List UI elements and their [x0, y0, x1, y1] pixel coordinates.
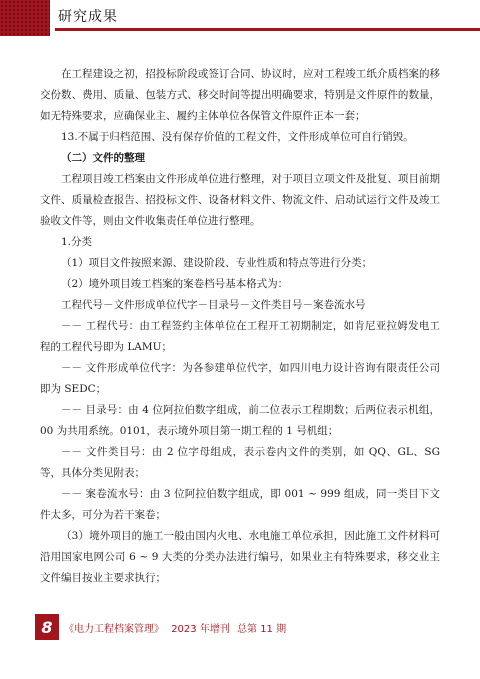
paragraph: （1）项目文件按照来源、建设阶段、专业性质和特点等进行分类；: [61, 257, 373, 269]
section-title: 研究成果: [58, 9, 118, 25]
total-issue: 总第 11 期: [237, 624, 287, 635]
paragraph: －－ 案卷流水号：由 3 位阿拉伯数字组成，即 001 ~ 999 组成，同一类目下文件太多，可分为若干案卷；: [40, 488, 440, 521]
footer-journal-info: [64, 620, 290, 635]
paragraph: 在工程建设之初，招投标阶段或签订合同、协议时，应对工程竣工纸介质档案的移交份数、费用、质量、包装方式、移交时间等提出明确要求，特别是文件原件的数量，如无特殊要求，应确保业主、履约主体单位各保管文件原件正本一套；: [40, 68, 440, 122]
page-number: 8: [35, 614, 59, 640]
paragraph: －－ 工程代号：由工程签约主体单位在工程开工初期制定，如肯尼亚拉姆发电工程的工程代号即为 LAMU；: [40, 320, 440, 353]
header-divider: [55, 28, 480, 31]
paragraph: －－ 文件形成单位代字：为各参建单位代字，如四川电力设计咨询有限责任公司即为 SEDC；: [40, 362, 440, 395]
paragraph: （3）境外项目的施工一般由国内火电、水电施工单位承担，因此施工文件材料可沿用国家电网公司 6 ~ 9 大类的分类办法进行编号，如果业主有特殊要求，移交业主文件编目按业主要求执行；: [40, 530, 440, 584]
section-heading: （二）文件的整理: [61, 152, 145, 164]
header-decoration: [0, 0, 50, 36]
journal-name: 《电力工程档案管理》: [64, 624, 164, 635]
article-body: [40, 64, 440, 589]
paragraph: －－ 文件类目号：由 2 位字母组成，表示卷内文件的类别，如 QQ、GL、SG 等，具体分类见附表；: [40, 446, 440, 479]
paragraph: －－ 目录号：由 4 位阿拉伯数字组成，前二位表示工程期数；后两位表示机组，00 为共用系统。0101，表示境外项目第一期工程的 1 号机组；: [40, 404, 440, 437]
paragraph: （2）境外项目竣工档案的案卷档号基本格式为：: [61, 278, 289, 290]
paragraph: 工程代号－文件形成单位代字－目录号－文件类目号－案卷流水号: [61, 299, 366, 311]
paragraph: 工程项目竣工档案由文件形成单位进行整理，对于项目立项文件及批复、项目前期文件、质量检查报告、招投标文件、设备材料文件、物流文件、启动试运行文件及竣工验收文件等，则由文件收集责任单位进行整理。: [40, 173, 440, 227]
paragraph: 1.分类: [61, 236, 93, 248]
paragraph: 13.不属于归档范围、没有保存价值的工程文件，文件形成单位可自行销毁。: [61, 131, 414, 143]
year-issue: 2023 年增刊: [171, 624, 230, 635]
